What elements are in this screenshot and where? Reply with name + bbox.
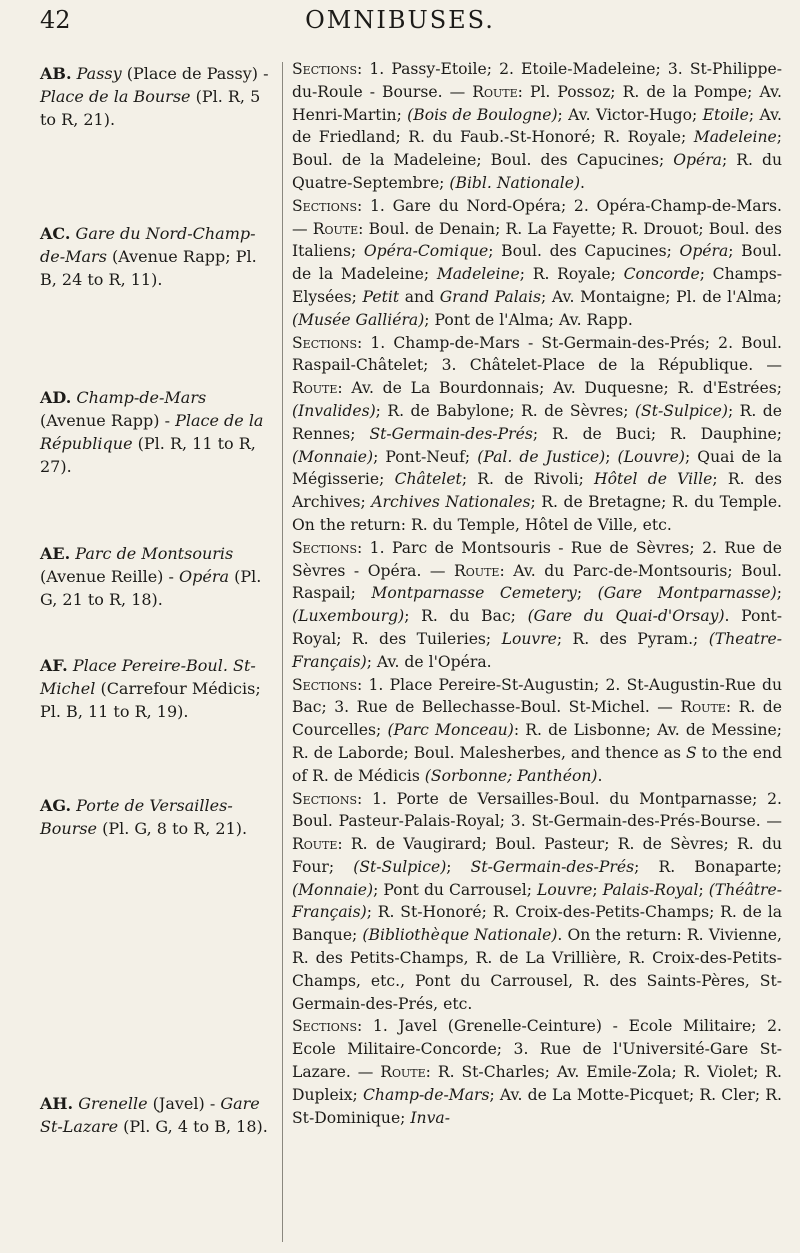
route-code: AD. xyxy=(40,388,72,407)
text-run: . xyxy=(580,173,586,192)
route-code: AE. xyxy=(40,544,71,563)
place-name: Madeleine xyxy=(693,128,777,147)
place-name: Inva- xyxy=(410,1108,450,1127)
route-code: AC. xyxy=(40,224,71,243)
route-destination: Gare St-Lazare xyxy=(40,1094,260,1136)
text-run: . Pont-Royal; R. des Tuileries; xyxy=(292,607,782,648)
route-paragraph xyxy=(292,674,782,788)
route-code: AF. xyxy=(40,656,68,675)
route-desc: (Pl. G, 8 to R, 21). xyxy=(97,819,248,838)
route-paragraph xyxy=(292,537,782,674)
text-run: ; xyxy=(592,880,603,899)
place-name: (Musée Galliéra) xyxy=(292,310,425,329)
text-run: ; Av. de l'Opéra. xyxy=(366,652,492,671)
text-run: ; R. de Rivoli; xyxy=(461,470,595,489)
text-run: : Av. du Parc-de-Montsouris; Boul. Raspail; xyxy=(292,561,782,603)
text-run: ; R. du Bac; xyxy=(404,607,528,626)
route-code: AB. xyxy=(40,64,72,83)
section-label: Route xyxy=(472,82,518,101)
place-name: (Theatre-Français) xyxy=(292,629,782,671)
place-name: (Bois de Boulogne) xyxy=(407,105,558,124)
text-run: and xyxy=(399,287,440,306)
text-run: ; R. des Archives; xyxy=(292,470,782,512)
place-name: (Sorbonne; Panthéon) xyxy=(424,766,598,785)
place-name: (Monnaie) xyxy=(292,447,374,466)
text-run: : R. de Lisbonne; Av. de Messine; R. de Laborde; Boul. Malesherbes, and thence as xyxy=(292,721,782,762)
place-name: (Luxembourg) xyxy=(292,607,405,626)
place-name: Madeleine xyxy=(436,265,520,284)
text-run: ; R. des Pyram.; xyxy=(556,629,709,648)
route-desc: (Carrefour Médicis; Pl. B, 11 to R, 19). xyxy=(40,679,261,721)
place-name: Grand Palais xyxy=(439,287,541,306)
text-run: : 1. Passy-Etoile; 2. Etoile-Madeleine; 3. St-Philippe-du-Roule - Bourse. — xyxy=(292,60,782,101)
route-paragraph xyxy=(292,1015,782,1129)
route-entry xyxy=(40,654,270,723)
route-name: Gare du Nord-Champ-de-Mars xyxy=(40,224,256,266)
text-run: : 1. Parc de Montsouris - Rue de Sèvres; 2. Rue de Sèvres - Opéra. — xyxy=(292,538,782,580)
route-desc: (Avenue Rapp) - xyxy=(40,411,176,430)
place-name: Hôtel de Ville xyxy=(594,470,713,489)
text-run: : Pl. Possoz; R. de la Pompe; Av. Henri-Martin; xyxy=(292,82,782,124)
section-label: Route xyxy=(380,1063,426,1082)
route-desc: (Avenue Reille) - xyxy=(40,567,179,586)
column-divider xyxy=(282,62,283,1242)
text-run: : 1. Place Pereire-St-Augustin; 2. St-Augustin-Rue du Bac; 3. Rue de Bellechasse-Boul. St-Michel. — xyxy=(292,675,782,717)
route-destination: Opéra xyxy=(178,567,229,586)
route-entry xyxy=(40,222,270,291)
place-name: (Parc Monceau) xyxy=(387,721,514,740)
text-run: ; xyxy=(446,857,471,876)
section-label: Sections xyxy=(292,1017,357,1036)
text-run: ; R. du Quatre-Septembre; xyxy=(292,151,783,192)
route-desc: (Javel) - xyxy=(147,1094,221,1113)
page-header xyxy=(0,0,800,40)
text-run: ; xyxy=(698,880,709,899)
place-name: Petit xyxy=(362,287,400,306)
place-name: (Bibl. Nationale) xyxy=(449,173,581,192)
text-run: ; Av. de La Motte-Picquet; R. Cler; R. St-Dominique; xyxy=(292,1085,782,1127)
text-run: ; Av. de Friedland; R. du Faub.-St-Honoré; R. Royale; xyxy=(292,105,782,147)
text-run: . On the return: R. Vivienne, R. des Petits-Champs, R. de La Vrillière, R. Croix-des-Petits-Champs, etc., Pont du Carrousel, R. des Saints-Pères, St-Germain-des-Prés, etc. xyxy=(292,926,782,1013)
route-name: Place Pereire-Boul. St-Michel xyxy=(40,656,256,698)
route-ref: (Pl. G, 21 to R, 18). xyxy=(40,567,262,609)
route-entry xyxy=(40,794,270,840)
route-ref: (Pl. G, 4 to B, 18). xyxy=(118,1117,268,1136)
text-run: ; Pont de l'Alma; Av. Rapp. xyxy=(424,310,633,329)
text-run: ; Pont-Neuf; xyxy=(373,447,478,466)
section-label: Sections xyxy=(292,789,357,808)
place-name: S xyxy=(685,743,697,762)
text-run: ; Boul. de la Madeleine; Boul. des Capucines; xyxy=(292,128,782,170)
route-descriptions xyxy=(292,58,782,1129)
place-name: Louvre xyxy=(537,880,593,899)
route-name: Porte de Versailles-Bourse xyxy=(40,796,233,838)
text-run: ; Boul. de la Madeleine; xyxy=(292,242,782,284)
route-paragraph xyxy=(292,788,782,1016)
place-name: (Louvre) xyxy=(617,447,685,466)
section-label: Route xyxy=(292,835,338,854)
route-destination: Place de la République xyxy=(40,411,264,453)
section-label: Sections xyxy=(292,675,357,694)
route-entry xyxy=(40,386,270,478)
place-name: Concorde xyxy=(623,265,700,284)
text-run: : 1. Champ-de-Mars - St-Germain-des-Prés; 2. Boul. Raspail-Châtelet; 3. Châtelet-Place de la République. — xyxy=(292,333,782,375)
text-run: ; R. Bonaparte; xyxy=(634,857,782,876)
route-name: Parc de Montsouris xyxy=(75,544,234,563)
text-run: to the end of R. de Médicis xyxy=(292,743,782,785)
text-run: ; Boul. des Capucines; xyxy=(488,242,680,261)
place-name: (Monnaie) xyxy=(292,880,374,899)
route-name: Passy xyxy=(76,64,122,83)
text-run: : R. de Vaugirard; Boul. Pasteur; R. de Sèvres; R. du Four; xyxy=(292,835,782,876)
page-number: 42 xyxy=(40,6,71,34)
section-label: Sections xyxy=(292,333,357,352)
place-name: Palais-Royal xyxy=(602,880,699,899)
text-run: ; R. Royale; xyxy=(519,265,624,284)
place-name: Opéra-Comique xyxy=(363,242,489,261)
text-run: ; R. de Buci; R. Dauphine; xyxy=(532,424,782,443)
text-run: ; Quai de la Mégisserie; xyxy=(292,447,782,489)
section-label: Sections xyxy=(292,196,357,215)
text-run: : R. St-Charles; Av. Emile-Zola; R. Violet; R. Dupleix; xyxy=(292,1063,782,1104)
place-name: (St-Sulpice) xyxy=(353,857,447,876)
route-entry xyxy=(40,542,270,611)
text-run: ; R. St-Honoré; R. Croix-des-Petits-Champs; R. de la Banque; xyxy=(292,903,782,945)
section-label: Route xyxy=(292,379,338,398)
text-run: : 1. Gare du Nord-Opéra; 2. Opéra-Champ-de-Mars. — xyxy=(292,196,782,238)
place-name: (Gare Montparnasse) xyxy=(597,584,777,603)
place-name: Archives Nationales xyxy=(371,493,531,512)
text-run: ; R. de Babylone; R. de Sèvres; xyxy=(375,401,635,420)
route-entry xyxy=(40,62,270,131)
route-desc: (Avenue Rapp; Pl. B, 24 to R, 11). xyxy=(40,247,257,289)
place-name: (Bibliothèque Nationale) xyxy=(362,926,558,945)
text-run: : Av. de La Bourdonnais; Av. Duquesne; R. d'Estrées; xyxy=(337,379,782,398)
place-name: (Invalides) xyxy=(292,401,376,420)
section-label: Route xyxy=(454,561,500,580)
route-code: AG. xyxy=(40,796,72,815)
text-run: ; Av. Victor-Hugo; xyxy=(557,105,703,124)
place-name: (St-Sulpice) xyxy=(634,401,728,420)
text-run: ; Champs-Elysées; xyxy=(292,265,782,306)
section-label: Sections xyxy=(292,538,357,557)
route-paragraph xyxy=(292,332,782,537)
place-name: St-Germain-des-Prés xyxy=(369,424,533,443)
place-name: Louvre xyxy=(501,629,557,648)
route-desc: (Place de Passy) - xyxy=(121,64,269,83)
place-name: Opéra xyxy=(679,242,729,261)
place-name: Montparnasse Cemetery xyxy=(371,584,577,603)
route-destination: Place de la Bourse xyxy=(40,87,191,106)
text-run: ; xyxy=(776,584,782,603)
place-name: (Pal. de Justice) xyxy=(477,447,606,466)
text-run: ; R. de Bretagne; R. du Temple. On the return: R. du Temple, Hôtel de Ville, etc. xyxy=(292,493,783,534)
running-head: OMNIBUSES. xyxy=(305,6,495,34)
text-run: ; xyxy=(576,584,598,603)
place-name: Opéra xyxy=(673,151,722,170)
text-run: ; Pont du Carrousel; xyxy=(373,880,538,899)
text-run: : Boul. de Denain; R. La Fayette; R. Drouot; Boul. des Italiens; xyxy=(292,219,782,261)
route-code: AH. xyxy=(40,1094,74,1113)
route-ref: (Pl. R, 5 to R, 21). xyxy=(40,87,261,129)
section-label: Sections xyxy=(292,60,357,78)
text-run: ; xyxy=(605,447,618,466)
route-paragraph xyxy=(292,58,782,195)
place-name: Champ-de-Mars xyxy=(362,1085,490,1104)
text-run: : R. de Courcelles; xyxy=(292,698,783,740)
text-run: ; R. de Rennes; xyxy=(292,401,782,443)
route-ref: (Pl. R, 11 to R, 27). xyxy=(40,434,256,476)
text-run: : 1. Porte de Versailles-Boul. du Montparnasse; 2. Boul. Pasteur-Palais-Royal; 3. St-Germain-des-Prés-Bourse. — xyxy=(292,789,782,831)
route-name: Grenelle xyxy=(78,1094,148,1113)
place-name: Châtelet xyxy=(394,470,462,489)
text-run: : 1. Javel (Grenelle-Ceinture) - Ecole Militaire; 2. Ecole Militaire-Concorde; 3. Rue de l'Université-Gare St-Lazare. — xyxy=(292,1017,782,1082)
place-name: (Théâtre-Français) xyxy=(292,880,782,922)
place-name: (Gare du Quai-d'Orsay) xyxy=(527,607,725,626)
place-name: Etoile xyxy=(702,105,749,124)
route-entry xyxy=(40,1092,270,1138)
route-paragraph xyxy=(292,195,782,332)
place-name: St-Germain-des-Prés xyxy=(470,857,635,876)
text-run: . xyxy=(597,766,603,785)
route-name: Champ-de-Mars xyxy=(76,388,207,407)
section-label: Route xyxy=(680,698,726,717)
text-run: ; Av. Montaigne; Pl. de l'Alma; xyxy=(540,287,782,306)
section-label: Route xyxy=(312,219,359,238)
